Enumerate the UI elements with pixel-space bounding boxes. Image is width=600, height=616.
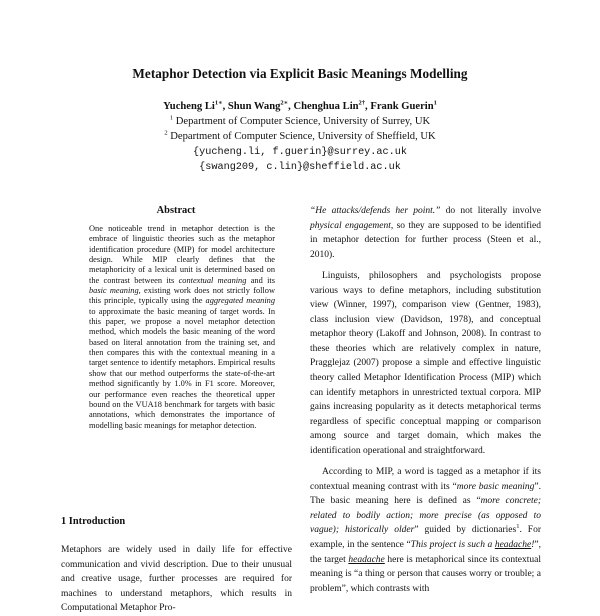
text: ”. The basic meaning here is defined as “ [310,481,541,507]
abstract-paragraph [89,224,275,431]
text: ”, the target [310,540,541,565]
author-name: Shun Wang [227,101,281,112]
paragraph [310,465,541,596]
author-mark: 2∗ [280,99,289,107]
affiliation [0,131,600,142]
text: do not literally involve [440,206,541,216]
affiliation-mark: 1 [169,114,174,122]
definition-quote: more concrete; related to bodily action; more precise (as opposed to vague); historically older [310,496,541,536]
text: According to MIP, a word is tagged as a metaphor if its contextual meaning contrast with its “ [310,467,541,492]
abstract-text: , existing work does not strictly follow this principle, typically using the [89,286,275,306]
author-sep: , [222,101,228,112]
emph-term: physical engagement [310,220,391,231]
right-column [310,204,541,596]
abstract-text: to approximate the basic meaning of target words. In this paper, we propose a novel metaphor detection method, which models the basic meaning of the word based on literal annotation from the training set, and then compares this with the contextual meaning in a target sentence to identify metaphors. Empirical results show that our method outperforms the state-of-the-art method significantly by 1.0% in F1 score. Moreover, our performance even reaches the theoretical upper bound on the VUA18 benchmark for targets with basic annotations, which demonstrates the importance of modelling basic meanings for metaphor detection. [89,306,275,430]
paragraph: Linguists, philosophers and psychologists propose various ways to define metaphors, including substitution view (Winner, 1997), comparison view (Gentner, 1983), class inclusion view (Davidson, 1978), and conceptual metaphor theory (Lakoff and Johnson, 2008). In contrast to these theories which are relatively complex in nature, Pragglejaz (2007) propose a simple and effective linguistic theory called Metaphor Identification Process (MIP) which can identify metaphors in unrestricted textual corpora. MIP gains increasing popularity as it detects metaphorical terms regardless of specific conceptual mapping or comparison among source and target domain, which makes the identification operational and straightforward. [310,271,541,456]
author-mark: 1 [433,99,437,107]
target-word: headache [348,554,385,565]
example-quote: “He attacks/defends her point.” [310,206,441,216]
author-name: Frank Guerin [370,101,434,112]
abstract-term: contextual meaning [178,275,247,285]
intro-body [61,543,292,616]
example-quote: ! [531,540,535,551]
intro-paragraph: Metaphors are widely used in daily life for effective communication and vivid description. Due to their unusual and creative usage, further processes are required for machines to understand metaphors, which results in Computational Metaphor Pro- [61,545,292,614]
author-mark: 2† [358,99,366,107]
abstract-text: and its [246,275,275,285]
author-mark: 1∗ [214,99,223,107]
abstract-heading: Abstract [156,205,196,216]
paragraph [310,204,541,262]
text: . For example, in the sentence “ [310,525,541,551]
affiliation [0,116,600,127]
affiliation-mark: 2 [164,129,168,137]
affiliation-text: Department of Computer Science, University of Sheffield, UK [170,131,436,142]
author-sep: , [365,101,371,112]
text: ” guided by dictionaries [414,525,517,536]
author-sep: , [288,101,294,112]
target-word: headache [494,540,532,551]
text: , so they are supposed to be identified in metaphor detection for further process (Steen et al., 2010). [310,220,541,260]
abstract-term: aggregated meaning [205,296,275,306]
abstract-body [89,224,275,431]
text: here is metaphorical since its contextual meaning is “a thing or person that causes worry or trouble; a problem”, which contrasts with [310,554,541,594]
email: {swang209, c.lin}@sheffield.ac.uk [199,162,401,173]
affiliation-text: Department of Computer Science, University of Surrey, UK [175,116,431,127]
abstract-term: basic meaning [89,286,139,296]
emph-term: more basic meaning [456,481,535,492]
author-list [0,101,600,112]
paper-title: Metaphor Detection via Explicit Basic Meanings Modelling [132,66,468,81]
footnote-mark: 1 [516,523,520,531]
author-name: Chenghua Lin [293,101,359,112]
section-heading: 1 Introduction [61,516,126,527]
author-name: Yucheng Li [163,101,215,112]
abstract-text: One noticeable trend in metaphor detection is the embrace of linguistic theories such as the metaphor identification procedure (MIP) for model architecture design. While MIP clearly defines that the metaphoricity of a lexical unit is determined based on the contrast between its [89,224,275,285]
email: {yucheng.li, f.guerin}@surrey.ac.uk [193,147,407,158]
example-quote: This project is such a [410,540,495,551]
